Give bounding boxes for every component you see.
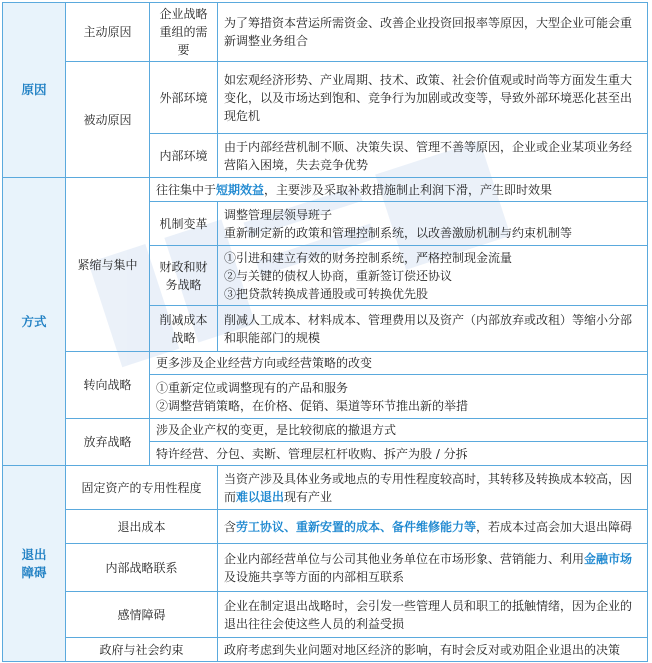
desc-mechanism: 调整管理层领导班子 重新制定新的政策和管理控制系统，以改善激励机制与约束机制等 <box>218 202 648 246</box>
table-row <box>3 592 648 638</box>
table-row <box>3 510 648 544</box>
desc-turnaround-items: ①重新定位或调整现有的产品和服务 ②调整营销策略，在价格、促销、渠道等环节推出新的举措 <box>150 375 648 419</box>
section-barriers <box>3 466 66 662</box>
strategy-table <box>2 2 648 662</box>
desc-contraction-intro: 往往集中于短期效益，主要涉及采取补救措施制止利润下滑，产生即时效果 <box>150 178 648 202</box>
desc-fixed-assets: 当资产涉及具体业务或地点的专用性程度较高时，其转移及转换成本较高，因而难以退出现有产业 <box>218 466 648 510</box>
table-row <box>3 419 648 442</box>
desc-divest-methods: 特许经营、分包、卖断、管理层杠杆收购、拆产为股 / 分拆 <box>150 442 648 466</box>
table-row <box>3 544 648 592</box>
table-row <box>3 352 648 375</box>
section-barriers-label: 退出障碍 <box>21 546 47 580</box>
table-row <box>3 638 648 662</box>
label-active-reason: 主动原因 <box>66 3 150 62</box>
section-reasons: 原因 <box>3 3 66 178</box>
label-mechanism: 机制变革 <box>150 202 218 246</box>
desc-government: 政府考虑到失业问题对地区经济的影响，有时会反对或劝阻企业退出的决策 <box>218 638 648 662</box>
label-emotional: 感情障碍 <box>66 592 218 638</box>
desc-finance: ①引进和建立有效的财务控制系统，严格控制现金流量 ②与关键的债权人协商，重新签订偿还协议 ③把贷款转换成普通股或可转换优先股 <box>218 246 648 306</box>
desc-emotional: 企业在制定退出战略时，会引发一些管理人员和职工的抵触情绪，因为企业的退出往往会使这些人员的利益受损 <box>218 592 648 638</box>
desc-turnaround: 更多涉及企业经营方向或经营策略的改变 <box>150 352 648 375</box>
label-internal-env: 内部环境 <box>150 134 218 178</box>
label-strategic-reorg: 企业战略重组的需要 <box>150 3 218 62</box>
label-external-env: 外部环境 <box>150 62 218 134</box>
label-finance: 财政和财务战略 <box>150 246 218 306</box>
desc-cost-cut: 削减人工成本、材料成本、管理费用以及资产（内部放弃或改租）等缩小分部和职能部门的规模 <box>218 306 648 352</box>
label-turnaround: 转向战略 <box>66 352 150 419</box>
desc-divest: 涉及企业产权的变更，是比较彻底的撤退方式 <box>150 419 648 442</box>
section-methods: 方式 <box>3 178 66 466</box>
label-passive-reason: 被动原因 <box>66 62 150 178</box>
table-row <box>3 62 648 134</box>
label-exit-cost: 退出成本 <box>66 510 218 544</box>
label-fixed-assets: 固定资产的专用性程度 <box>66 466 218 510</box>
label-government: 政府与社会约束 <box>66 638 218 662</box>
desc-external-env: 如宏观经济形势、产业周期、技术、政策、社会价值观或时尚等方面发生重大变化，以及市场达到饱和、竞争行为加剧或改变等，导致外部环境恶化甚至出现危机 <box>218 62 648 134</box>
desc-internal-env: 由于内部经营机制不顺、决策失误、管理不善等原因，企业或企业某项业务经营陷入困境，失去竞争优势 <box>218 134 648 178</box>
table-row <box>3 3 648 62</box>
label-internal-link: 内部战略联系 <box>66 544 218 592</box>
desc-strategic-reorg: 为了筹措资本营运所需资金、改善企业投资回报率等原因，大型企业可能会重新调整业务组合 <box>218 3 648 62</box>
label-divest: 放弃战略 <box>66 419 150 466</box>
table-row <box>3 466 648 510</box>
desc-internal-link: 企业内部经营单位与公司其他业务单位在市场形象、营销能力、利用金融市场及设施共享等方面的内部相互联系 <box>218 544 648 592</box>
label-contraction: 紧缩与集中 <box>66 178 150 352</box>
label-cost-cut: 削减成本战略 <box>150 306 218 352</box>
table-row <box>3 178 648 202</box>
desc-exit-cost: 含劳工协议、重新安置的成本、备件维修能力等，若成本过高会加大退出障碍 <box>218 510 648 544</box>
